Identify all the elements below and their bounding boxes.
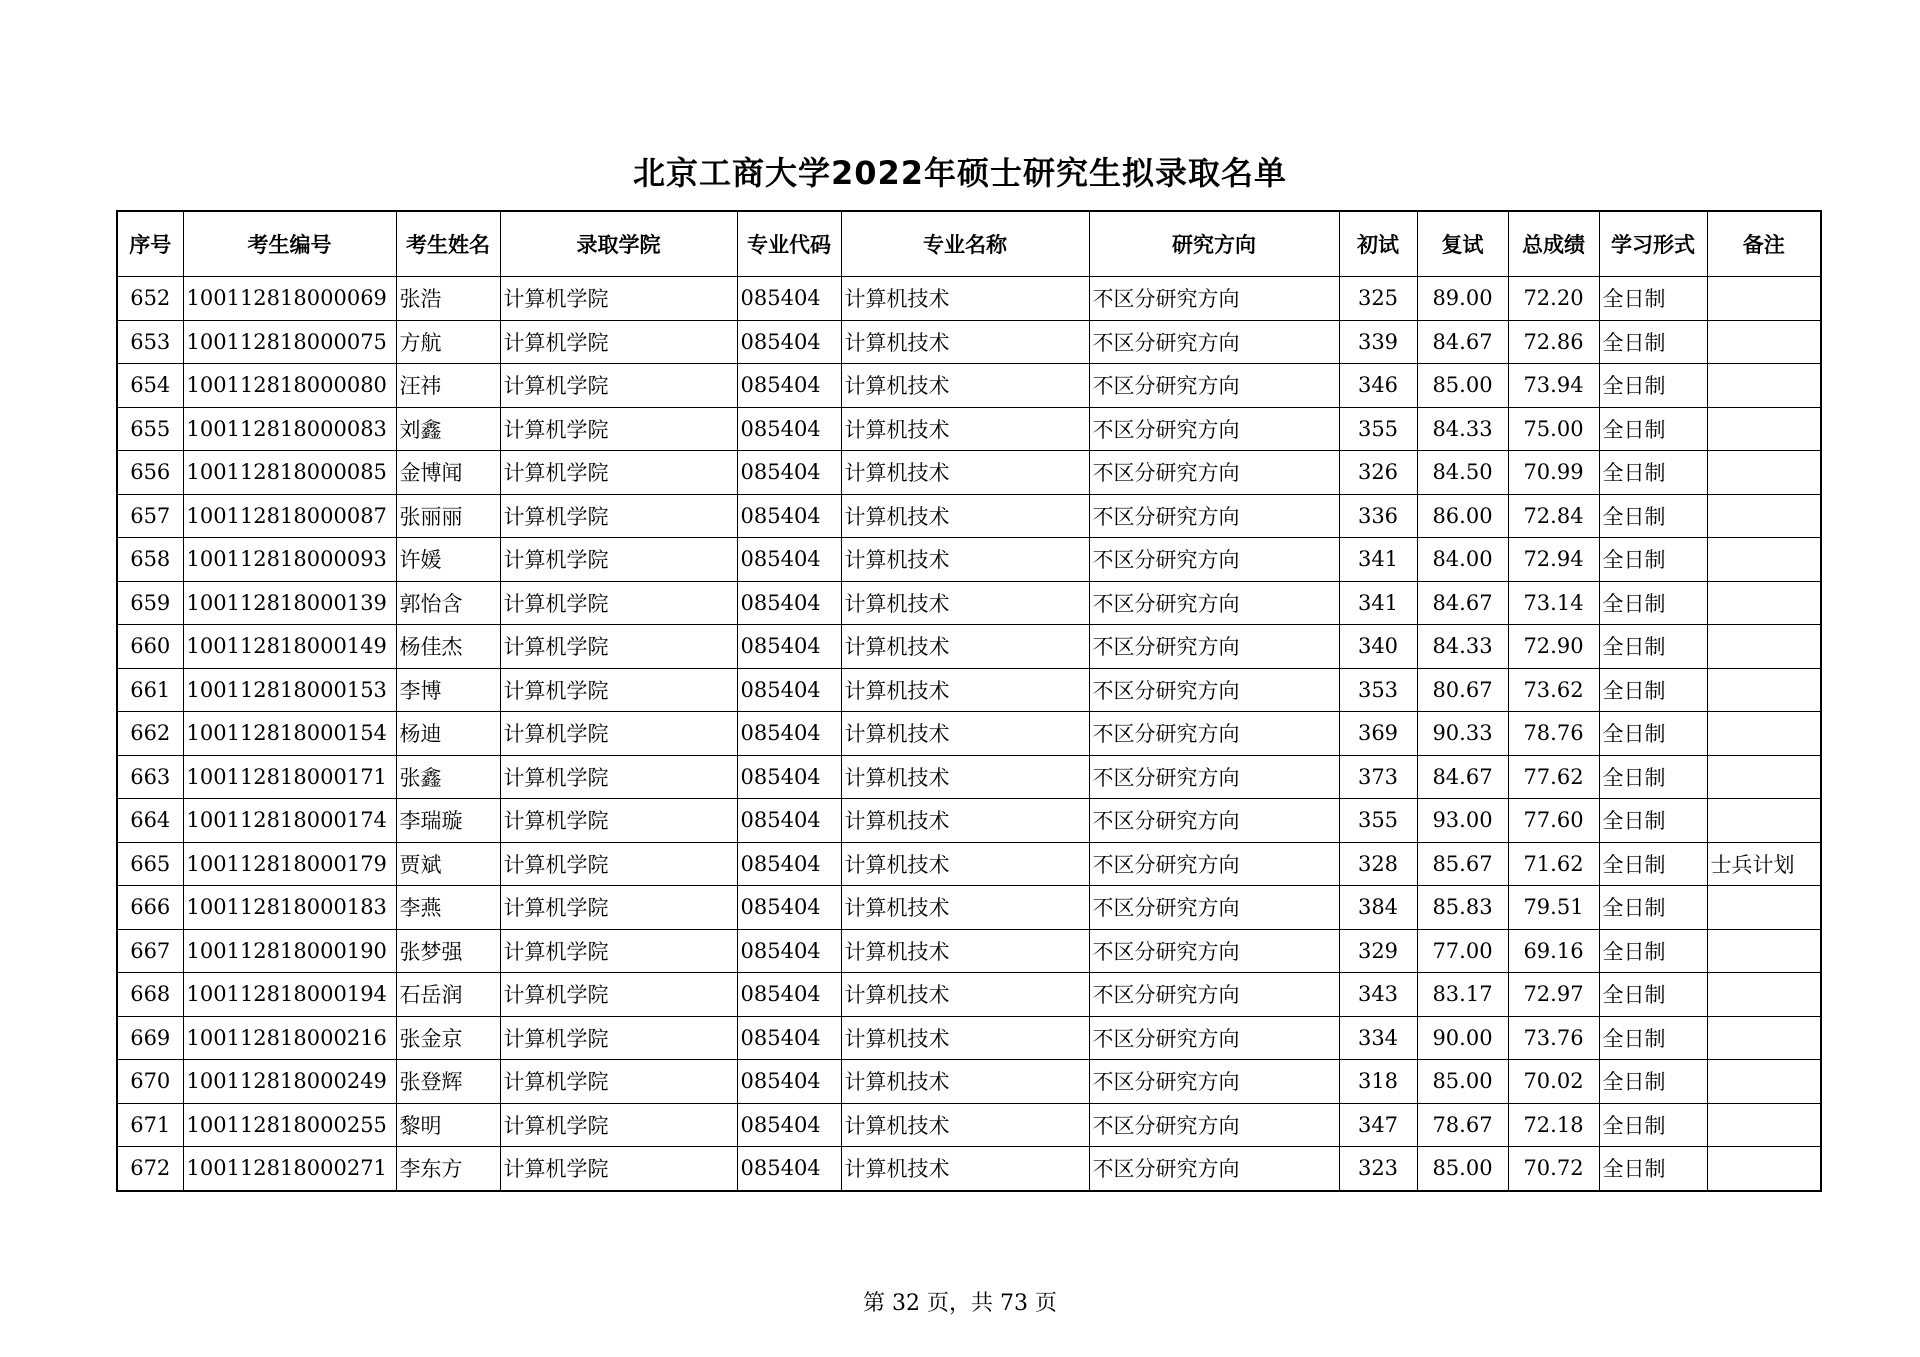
cell-retest-score: 84.00	[1417, 538, 1508, 582]
cell-initial-score: 341	[1339, 581, 1417, 625]
cell-major-name: 计算机技术	[841, 581, 1089, 625]
header-study-mode: 学习形式	[1599, 211, 1707, 277]
cell-retest-score: 90.33	[1417, 712, 1508, 756]
cell-major-code: 085404	[737, 625, 841, 669]
table-row	[117, 668, 1821, 712]
page-title: 北京工商大学2022年硕士研究生拟录取名单	[632, 154, 1288, 192]
cell-study-mode: 全日制	[1599, 712, 1707, 756]
cell-remarks	[1707, 1147, 1821, 1191]
cell-college: 计算机学院	[500, 1016, 737, 1060]
table-row	[117, 320, 1821, 364]
cell-seq: 655	[117, 407, 183, 451]
cell-study-mode: 全日制	[1599, 407, 1707, 451]
cell-retest-score: 86.00	[1417, 494, 1508, 538]
cell-remarks	[1707, 755, 1821, 799]
cell-name: 李燕	[396, 886, 500, 930]
cell-exam-id: 100112818000154	[183, 712, 396, 756]
table-row	[117, 625, 1821, 669]
cell-retest-score: 85.00	[1417, 1060, 1508, 1104]
cell-seq: 662	[117, 712, 183, 756]
cell-exam-id: 100112818000093	[183, 538, 396, 582]
cell-name: 贾斌	[396, 842, 500, 886]
cell-total-score: 73.14	[1508, 581, 1599, 625]
cell-name: 刘鑫	[396, 407, 500, 451]
cell-college: 计算机学院	[500, 929, 737, 973]
cell-major-name: 计算机技术	[841, 364, 1089, 408]
cell-total-score: 73.62	[1508, 668, 1599, 712]
header-initial-score: 初试	[1339, 211, 1417, 277]
cell-retest-score: 84.67	[1417, 320, 1508, 364]
cell-study-mode: 全日制	[1599, 755, 1707, 799]
cell-research-direction: 不区分研究方向	[1089, 494, 1339, 538]
cell-name: 汪祎	[396, 364, 500, 408]
cell-major-name: 计算机技术	[841, 886, 1089, 930]
cell-study-mode: 全日制	[1599, 1060, 1707, 1104]
cell-name: 黎明	[396, 1103, 500, 1147]
cell-total-score: 70.99	[1508, 451, 1599, 495]
cell-retest-score: 84.67	[1417, 581, 1508, 625]
cell-seq: 658	[117, 538, 183, 582]
cell-remarks	[1707, 494, 1821, 538]
cell-major-code: 085404	[737, 277, 841, 321]
cell-exam-id: 100112818000174	[183, 799, 396, 843]
cell-initial-score: 325	[1339, 277, 1417, 321]
cell-exam-id: 100112818000249	[183, 1060, 396, 1104]
cell-seq: 664	[117, 799, 183, 843]
cell-seq: 652	[117, 277, 183, 321]
cell-initial-score: 355	[1339, 799, 1417, 843]
header-total-score: 总成绩	[1508, 211, 1599, 277]
cell-name: 张浩	[396, 277, 500, 321]
cell-major-code: 085404	[737, 1103, 841, 1147]
cell-retest-score: 93.00	[1417, 799, 1508, 843]
table-row	[117, 842, 1821, 886]
cell-total-score: 79.51	[1508, 886, 1599, 930]
cell-retest-score: 85.83	[1417, 886, 1508, 930]
table-row	[117, 973, 1821, 1017]
table-row	[117, 799, 1821, 843]
cell-research-direction: 不区分研究方向	[1089, 799, 1339, 843]
cell-college: 计算机学院	[500, 1103, 737, 1147]
cell-college: 计算机学院	[500, 1147, 737, 1191]
header-remarks: 备注	[1707, 211, 1821, 277]
cell-initial-score: 384	[1339, 886, 1417, 930]
cell-research-direction: 不区分研究方向	[1089, 1103, 1339, 1147]
cell-remarks	[1707, 538, 1821, 582]
cell-exam-id: 100112818000255	[183, 1103, 396, 1147]
cell-initial-score: 329	[1339, 929, 1417, 973]
cell-exam-id: 100112818000069	[183, 277, 396, 321]
cell-college: 计算机学院	[500, 407, 737, 451]
cell-total-score: 72.86	[1508, 320, 1599, 364]
cell-study-mode: 全日制	[1599, 799, 1707, 843]
cell-seq: 665	[117, 842, 183, 886]
table-row	[117, 1147, 1821, 1191]
table-row	[117, 364, 1821, 408]
table-row	[117, 494, 1821, 538]
cell-major-code: 085404	[737, 494, 841, 538]
cell-research-direction: 不区分研究方向	[1089, 407, 1339, 451]
table-header-row	[117, 211, 1821, 277]
cell-college: 计算机学院	[500, 842, 737, 886]
cell-remarks	[1707, 929, 1821, 973]
cell-initial-score: 328	[1339, 842, 1417, 886]
cell-major-name: 计算机技术	[841, 929, 1089, 973]
cell-major-code: 085404	[737, 1060, 841, 1104]
cell-major-code: 085404	[737, 799, 841, 843]
cell-initial-score: 343	[1339, 973, 1417, 1017]
cell-name: 石岳润	[396, 973, 500, 1017]
cell-initial-score: 346	[1339, 364, 1417, 408]
cell-initial-score: 347	[1339, 1103, 1417, 1147]
header-major-code: 专业代码	[737, 211, 841, 277]
cell-total-score: 69.16	[1508, 929, 1599, 973]
cell-college: 计算机学院	[500, 712, 737, 756]
cell-total-score: 70.02	[1508, 1060, 1599, 1104]
cell-name: 张丽丽	[396, 494, 500, 538]
cell-retest-score: 83.17	[1417, 973, 1508, 1017]
cell-major-code: 085404	[737, 973, 841, 1017]
cell-major-name: 计算机技术	[841, 451, 1089, 495]
cell-total-score: 70.72	[1508, 1147, 1599, 1191]
table-row	[117, 407, 1821, 451]
cell-research-direction: 不区分研究方向	[1089, 1016, 1339, 1060]
cell-total-score: 72.18	[1508, 1103, 1599, 1147]
cell-name: 张金京	[396, 1016, 500, 1060]
cell-remarks	[1707, 973, 1821, 1017]
cell-major-code: 085404	[737, 929, 841, 973]
cell-seq: 666	[117, 886, 183, 930]
cell-initial-score: 355	[1339, 407, 1417, 451]
cell-major-code: 085404	[737, 1016, 841, 1060]
header-college: 录取学院	[500, 211, 737, 277]
cell-seq: 672	[117, 1147, 183, 1191]
cell-remarks	[1707, 712, 1821, 756]
cell-major-code: 085404	[737, 451, 841, 495]
cell-seq: 654	[117, 364, 183, 408]
cell-seq: 657	[117, 494, 183, 538]
cell-exam-id: 100112818000179	[183, 842, 396, 886]
cell-study-mode: 全日制	[1599, 973, 1707, 1017]
cell-remarks	[1707, 1016, 1821, 1060]
cell-retest-score: 90.00	[1417, 1016, 1508, 1060]
cell-research-direction: 不区分研究方向	[1089, 277, 1339, 321]
table-row	[117, 451, 1821, 495]
cell-exam-id: 100112818000083	[183, 407, 396, 451]
table-body	[117, 277, 1821, 1191]
cell-study-mode: 全日制	[1599, 581, 1707, 625]
cell-initial-score: 326	[1339, 451, 1417, 495]
cell-exam-id: 100112818000171	[183, 755, 396, 799]
cell-major-name: 计算机技术	[841, 625, 1089, 669]
cell-exam-id: 100112818000153	[183, 668, 396, 712]
cell-seq: 660	[117, 625, 183, 669]
cell-initial-score: 334	[1339, 1016, 1417, 1060]
cell-remarks	[1707, 364, 1821, 408]
cell-research-direction: 不区分研究方向	[1089, 973, 1339, 1017]
table-row	[117, 755, 1821, 799]
cell-name: 杨迪	[396, 712, 500, 756]
cell-major-name: 计算机技术	[841, 973, 1089, 1017]
cell-college: 计算机学院	[500, 886, 737, 930]
cell-college: 计算机学院	[500, 1060, 737, 1104]
cell-major-code: 085404	[737, 364, 841, 408]
cell-seq: 668	[117, 973, 183, 1017]
cell-retest-score: 85.00	[1417, 1147, 1508, 1191]
cell-remarks	[1707, 320, 1821, 364]
cell-exam-id: 100112818000139	[183, 581, 396, 625]
cell-remarks	[1707, 625, 1821, 669]
cell-remarks	[1707, 277, 1821, 321]
table-row	[117, 538, 1821, 582]
cell-retest-score: 84.50	[1417, 451, 1508, 495]
cell-remarks	[1707, 1060, 1821, 1104]
cell-major-name: 计算机技术	[841, 668, 1089, 712]
cell-major-name: 计算机技术	[841, 494, 1089, 538]
cell-remarks	[1707, 581, 1821, 625]
cell-major-code: 085404	[737, 886, 841, 930]
cell-remarks	[1707, 1103, 1821, 1147]
cell-seq: 661	[117, 668, 183, 712]
cell-college: 计算机学院	[500, 581, 737, 625]
cell-name: 郭怡含	[396, 581, 500, 625]
cell-college: 计算机学院	[500, 451, 737, 495]
cell-major-name: 计算机技术	[841, 755, 1089, 799]
cell-initial-score: 341	[1339, 538, 1417, 582]
cell-exam-id: 100112818000087	[183, 494, 396, 538]
table-row	[117, 1103, 1821, 1147]
cell-major-name: 计算机技术	[841, 407, 1089, 451]
header-name: 考生姓名	[396, 211, 500, 277]
header-retest-score: 复试	[1417, 211, 1508, 277]
cell-name: 张鑫	[396, 755, 500, 799]
cell-major-code: 085404	[737, 755, 841, 799]
cell-research-direction: 不区分研究方向	[1089, 364, 1339, 408]
cell-study-mode: 全日制	[1599, 668, 1707, 712]
cell-seq: 670	[117, 1060, 183, 1104]
cell-retest-score: 77.00	[1417, 929, 1508, 973]
cell-name: 方航	[396, 320, 500, 364]
cell-remarks	[1707, 407, 1821, 451]
cell-name: 李瑞璇	[396, 799, 500, 843]
table-row	[117, 581, 1821, 625]
cell-total-score: 77.60	[1508, 799, 1599, 843]
cell-college: 计算机学院	[500, 494, 737, 538]
cell-initial-score: 336	[1339, 494, 1417, 538]
cell-major-name: 计算机技术	[841, 320, 1089, 364]
cell-study-mode: 全日制	[1599, 451, 1707, 495]
cell-remarks	[1707, 451, 1821, 495]
cell-exam-id: 100112818000080	[183, 364, 396, 408]
cell-seq: 659	[117, 581, 183, 625]
cell-exam-id: 100112818000216	[183, 1016, 396, 1060]
table-row	[117, 886, 1821, 930]
cell-exam-id: 100112818000194	[183, 973, 396, 1017]
cell-major-code: 085404	[737, 538, 841, 582]
cell-seq: 669	[117, 1016, 183, 1060]
cell-research-direction: 不区分研究方向	[1089, 320, 1339, 364]
cell-initial-score: 340	[1339, 625, 1417, 669]
cell-research-direction: 不区分研究方向	[1089, 929, 1339, 973]
cell-name: 许媛	[396, 538, 500, 582]
cell-research-direction: 不区分研究方向	[1089, 886, 1339, 930]
cell-college: 计算机学院	[500, 625, 737, 669]
cell-total-score: 73.94	[1508, 364, 1599, 408]
cell-study-mode: 全日制	[1599, 842, 1707, 886]
cell-research-direction: 不区分研究方向	[1089, 1147, 1339, 1191]
cell-research-direction: 不区分研究方向	[1089, 668, 1339, 712]
table-row	[117, 1060, 1821, 1104]
cell-research-direction: 不区分研究方向	[1089, 581, 1339, 625]
admission-table	[116, 210, 1822, 1192]
cell-major-code: 085404	[737, 712, 841, 756]
cell-major-code: 085404	[737, 668, 841, 712]
cell-initial-score: 323	[1339, 1147, 1417, 1191]
cell-retest-score: 80.67	[1417, 668, 1508, 712]
cell-total-score: 75.00	[1508, 407, 1599, 451]
cell-study-mode: 全日制	[1599, 625, 1707, 669]
cell-seq: 653	[117, 320, 183, 364]
cell-total-score: 72.97	[1508, 973, 1599, 1017]
cell-research-direction: 不区分研究方向	[1089, 712, 1339, 756]
cell-remarks	[1707, 886, 1821, 930]
cell-major-name: 计算机技术	[841, 842, 1089, 886]
table-row	[117, 929, 1821, 973]
cell-study-mode: 全日制	[1599, 1016, 1707, 1060]
cell-research-direction: 不区分研究方向	[1089, 755, 1339, 799]
cell-retest-score: 84.33	[1417, 625, 1508, 669]
cell-total-score: 78.76	[1508, 712, 1599, 756]
cell-remarks	[1707, 668, 1821, 712]
cell-name: 杨佳杰	[396, 625, 500, 669]
cell-major-name: 计算机技术	[841, 799, 1089, 843]
cell-major-name: 计算机技术	[841, 1147, 1089, 1191]
header-research-direction: 研究方向	[1089, 211, 1339, 277]
cell-study-mode: 全日制	[1599, 1147, 1707, 1191]
cell-initial-score: 369	[1339, 712, 1417, 756]
cell-major-code: 085404	[737, 1147, 841, 1191]
cell-major-code: 085404	[737, 320, 841, 364]
cell-name: 张登辉	[396, 1060, 500, 1104]
cell-college: 计算机学院	[500, 538, 737, 582]
cell-major-name: 计算机技术	[841, 538, 1089, 582]
table-row	[117, 712, 1821, 756]
cell-seq: 663	[117, 755, 183, 799]
cell-major-name: 计算机技术	[841, 1103, 1089, 1147]
cell-initial-score: 353	[1339, 668, 1417, 712]
cell-name: 张梦强	[396, 929, 500, 973]
table-row	[117, 1016, 1821, 1060]
cell-total-score: 71.62	[1508, 842, 1599, 886]
cell-study-mode: 全日制	[1599, 886, 1707, 930]
cell-initial-score: 373	[1339, 755, 1417, 799]
cell-major-code: 085404	[737, 581, 841, 625]
header-major-name: 专业名称	[841, 211, 1089, 277]
header-seq: 序号	[117, 211, 183, 277]
cell-seq: 667	[117, 929, 183, 973]
cell-college: 计算机学院	[500, 668, 737, 712]
cell-research-direction: 不区分研究方向	[1089, 1060, 1339, 1104]
cell-total-score: 73.76	[1508, 1016, 1599, 1060]
cell-initial-score: 318	[1339, 1060, 1417, 1104]
cell-major-name: 计算机技术	[841, 1016, 1089, 1060]
cell-total-score: 72.94	[1508, 538, 1599, 582]
cell-college: 计算机学院	[500, 320, 737, 364]
cell-research-direction: 不区分研究方向	[1089, 451, 1339, 495]
cell-major-name: 计算机技术	[841, 277, 1089, 321]
cell-exam-id: 100112818000149	[183, 625, 396, 669]
cell-seq: 671	[117, 1103, 183, 1147]
cell-research-direction: 不区分研究方向	[1089, 842, 1339, 886]
cell-study-mode: 全日制	[1599, 364, 1707, 408]
cell-exam-id: 100112818000271	[183, 1147, 396, 1191]
cell-exam-id: 100112818000085	[183, 451, 396, 495]
cell-college: 计算机学院	[500, 364, 737, 408]
cell-total-score: 72.84	[1508, 494, 1599, 538]
cell-remarks: 士兵计划	[1707, 842, 1821, 886]
cell-major-code: 085404	[737, 842, 841, 886]
cell-research-direction: 不区分研究方向	[1089, 625, 1339, 669]
cell-seq: 656	[117, 451, 183, 495]
cell-initial-score: 339	[1339, 320, 1417, 364]
cell-study-mode: 全日制	[1599, 277, 1707, 321]
cell-exam-id: 100112818000190	[183, 929, 396, 973]
cell-retest-score: 85.00	[1417, 364, 1508, 408]
cell-name: 李博	[396, 668, 500, 712]
cell-total-score: 77.62	[1508, 755, 1599, 799]
cell-retest-score: 84.67	[1417, 755, 1508, 799]
cell-total-score: 72.20	[1508, 277, 1599, 321]
cell-study-mode: 全日制	[1599, 538, 1707, 582]
table-row	[117, 277, 1821, 321]
cell-retest-score: 89.00	[1417, 277, 1508, 321]
cell-college: 计算机学院	[500, 277, 737, 321]
header-exam-id: 考生编号	[183, 211, 396, 277]
cell-college: 计算机学院	[500, 755, 737, 799]
cell-major-name: 计算机技术	[841, 1060, 1089, 1104]
cell-retest-score: 78.67	[1417, 1103, 1508, 1147]
cell-college: 计算机学院	[500, 799, 737, 843]
cell-total-score: 72.90	[1508, 625, 1599, 669]
cell-study-mode: 全日制	[1599, 929, 1707, 973]
cell-college: 计算机学院	[500, 973, 737, 1017]
cell-retest-score: 85.67	[1417, 842, 1508, 886]
cell-major-code: 085404	[737, 407, 841, 451]
cell-remarks	[1707, 799, 1821, 843]
cell-exam-id: 100112818000183	[183, 886, 396, 930]
cell-study-mode: 全日制	[1599, 1103, 1707, 1147]
cell-research-direction: 不区分研究方向	[1089, 538, 1339, 582]
cell-name: 李东方	[396, 1147, 500, 1191]
cell-name: 金博闻	[396, 451, 500, 495]
page-footer: 第 32 页，共 73 页	[863, 1291, 1057, 1316]
cell-study-mode: 全日制	[1599, 320, 1707, 364]
cell-study-mode: 全日制	[1599, 494, 1707, 538]
cell-major-name: 计算机技术	[841, 712, 1089, 756]
cell-retest-score: 84.33	[1417, 407, 1508, 451]
cell-exam-id: 100112818000075	[183, 320, 396, 364]
